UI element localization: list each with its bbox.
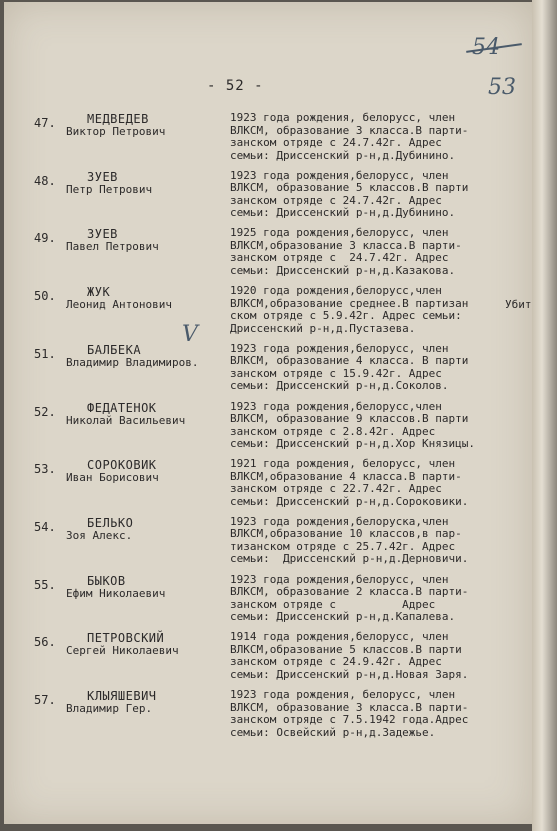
roster-entry [4, 458, 532, 508]
entry-number: 51. [34, 346, 56, 361]
entry-number: 53. [34, 462, 56, 477]
entry-surname: ЖУК [87, 285, 111, 300]
entry-surname: БЫКОВ [87, 573, 126, 588]
roster-entry [4, 689, 532, 739]
entry-number: 50. [34, 289, 56, 304]
document-page [4, 2, 532, 824]
archive-page-number: 53 [488, 75, 516, 100]
roster-entry [4, 631, 532, 681]
roster-entry [4, 516, 532, 566]
entry-given-name: Ефим Николаевич [66, 586, 166, 600]
entry-given-name: Павел Петрович [66, 240, 159, 254]
roster-entry [4, 112, 532, 162]
entry-description: 1925 года рождения,белорусс, член ВЛКСМ,образование 3 класса.В парти- занском отряде с 24.7.42г. Адрес семьи: Дриссенский р-н,д.Казакова. [230, 226, 462, 277]
entry-surname: БАЛБЕКА [87, 342, 142, 357]
entry-description: 1923 года рождения,белорусс, член ВЛКСМ, образование 2 класса.В парти- занском отряде с Адрес семьи: Дриссенский р-н,д.Капалева. [230, 572, 469, 624]
archive-page-number-struck: 54 [472, 35, 500, 60]
entry-description: 1923 года рождения,белоруска,член ВЛКСМ,образование 10 классов,в пар- тизанском отряде с 25.7.42г. Адрес семьи: Дриссенский р-н,д.Дерновичи. [230, 514, 469, 566]
entry-surname: БЕЛЬКО [87, 515, 134, 530]
entry-number: 47. [34, 116, 56, 130]
check-mark: V [182, 322, 198, 347]
entry-description: 1920 года рождения,белорусс,член ВЛКСМ,образование среднее.В партизан ском отряде с 5.9.42г. Адрес семьи: Дриссенский р-н,д.Пустазева. [230, 284, 469, 335]
entry-number: 52. [34, 404, 56, 419]
entry-description: 1914 года рождения,белорусс, член ВЛКСМ,образование 5 классов.В парти занском отряде с 24.9.42г. Адрес семьи: Дриссенский р-н,д.Новая Заря. [230, 630, 469, 681]
entry-surname: КЛЫЯШЕВИЧ [87, 689, 157, 703]
entry-description: 1923 года рождения, белорусс, член ВЛКСМ, образование 3 класса.В парти- занском отряде с 24.7.42г. Адрес семьи: Дриссенский р-н,д.Дубинино. [230, 111, 469, 162]
entry-given-name: Леонид Антонович [66, 298, 172, 312]
entry-number: 57. [34, 693, 56, 707]
entry-surname: ЗУЕВ [87, 227, 118, 242]
entry-number: 56. [34, 635, 56, 650]
entry-number: 55. [34, 577, 56, 592]
roster-entry [4, 170, 532, 220]
roster-entry [4, 574, 532, 624]
roster-entry [4, 343, 532, 393]
book-page-edge [532, 0, 557, 831]
roster-entry [4, 401, 532, 451]
entry-surname: ПЕТРОВСКИЙ [87, 631, 165, 646]
entry-given-name: Иван Борисович [66, 471, 159, 485]
entry-given-name: Владимир Владимиров. [66, 355, 199, 369]
entry-given-name: Зоя Алекс. [66, 528, 133, 542]
entry-given-name: Николай Васильевич [66, 413, 186, 427]
entry-number: 48. [34, 173, 56, 188]
entry-given-name: Сергей Николаевич [66, 644, 179, 658]
roster-entry [4, 285, 532, 335]
entry-description: 1923 года рождения, белорусс, член ВЛКСМ, образование 3 класса.В парти- занском отряде с 7.5.1942 года.Адрес семьи: Освейский р-н,д.Задежье. [230, 688, 469, 739]
entry-surname: МЕДВЕДЕВ [87, 112, 149, 126]
entry-surname: ЗУЕВ [87, 169, 118, 184]
entry-description: 1923 года рождения,белорусс, член ВЛКСМ, образование 5 классов.В парти занском отряде с 24.7.42г. Адрес семьи: Дриссенский р-н,д.Дубинино. [230, 168, 469, 220]
entry-given-name: Владимир Гер. [66, 702, 153, 715]
entry-surname: ФЕДАТЕНОК [87, 400, 157, 415]
entry-given-name: Петр Петрович [66, 182, 153, 196]
entry-margin-note: Убит [505, 298, 532, 312]
entry-number: 49. [34, 231, 56, 246]
entry-description: 1923 года рождения,белорусс, член ВЛКСМ, образование 4 класса. В парти занском отряде с 15.9.42г. Адрес семьи: Дриссенский р-н,д.Соколов. [230, 341, 469, 393]
entry-description: 1923 года рождения,белорусс,член ВЛКСМ, образование 9 классов.В парти занском отряде с 2.8.42г. Адрес семьи: Дриссенский р-н,д.Хор Князицы. [230, 399, 476, 450]
entry-number: 54. [34, 519, 56, 534]
entry-surname: СОРОКОВИК [87, 458, 157, 473]
entry-given-name: Виктор Петрович [66, 125, 166, 138]
page-number: - 52 - [207, 78, 264, 94]
entry-description: 1921 года рождения, белорусс, член ВЛКСМ,образование 4 класса.В парти- занском отряде с 22.7.42г. Адрес семьи: Дриссенский р-н,д.Сороковики. [230, 457, 469, 508]
roster-entry [4, 227, 532, 277]
